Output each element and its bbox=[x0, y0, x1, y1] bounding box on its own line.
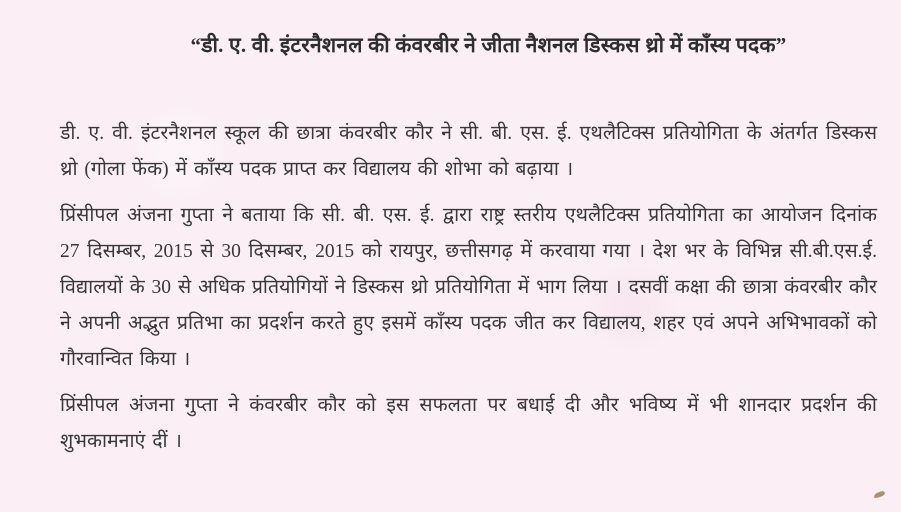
paragraph-3: प्रिंसीपल अंजना गुप्ता ने कंवरबीर कौर को इस सफलता पर बधाई दी और भविष्य में भी शानदार प्रदर्शन की शुभकामनाएं दीं । bbox=[60, 395, 877, 452]
paragraph-2: प्रिंसीपल अंजना गुप्ता ने बताया कि सी. बी. एस. ई. द्वारा राष्ट्र स्तरीय एथलैटिक्स प्रतियोगिता का आयोजन दिनांक 27 दिसम्बर, 2015 से 30 दिसम्बर, 2015 को रायपुर, छत्तीसगढ़ में करवाया गया । देश भर के विभिन्न सी.बी.एस.ई. विद्यालयों के 30 से अधिक प्रतियोगियों ने डिस्कस थ्रो प्रतियोगिता में भाग लिया । दसवीं कक्षा की छात्रा कंवरबीर कौर ने अपनी अद्भुत प्रतिभा का प्रदर्शन करते हुए इसमें काँस्य पदक जीत कर विद्यालय, शहर एवं अपने अभिभावकों को गौरवान्वित किया । bbox=[60, 205, 877, 370]
scan-artifact-speck bbox=[873, 490, 885, 498]
paragraph-1: डी. ए. वी. इंटरनैशनल स्कूल की छात्रा कंवरबीर कौर ने सी. बी. एस. ई. एथलैटिक्स प्रतियोगिता के अंतर्गत डिस्कस थ्रो (गोला फेंक) में काँस्य पदक प्राप्त कर विद्यालय की शोभा को बढ़ाया । bbox=[60, 123, 877, 180]
document-body bbox=[60, 116, 877, 460]
document-title: “डी. ए. वी. इंटरनैशनल की कंवरबीर ने जीता नैशनल डिस्कस थ्रो में काँस्य पदक” bbox=[190, 33, 787, 57]
